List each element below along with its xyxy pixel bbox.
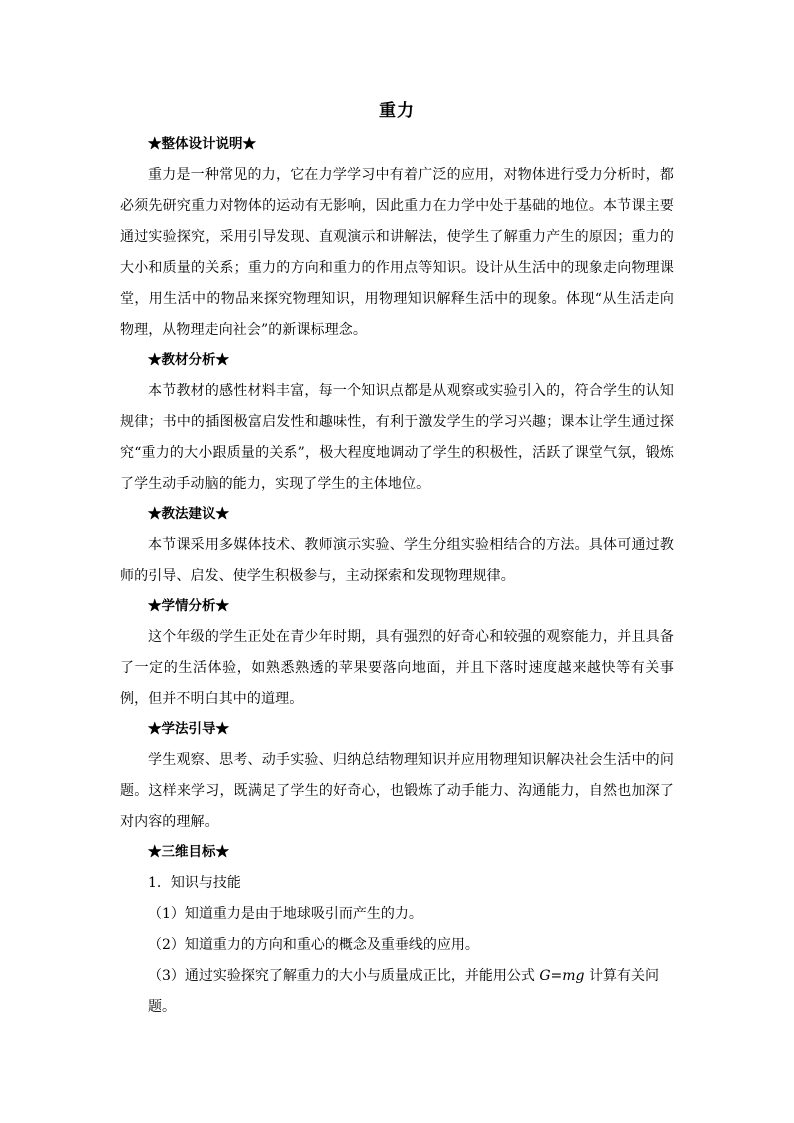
paragraph-textbook: 本节教材的感性材料丰富，每一个知识点都是从观察或实验引入的，符合学生的认知规律；书中的插图极富启发性和趣味性，有利于激发学生的学习兴趣；课本让学生通过探究“重力的大小跟质量的关系”，极大程度地调动了学生的积极性，活跃了课堂气氛，锻炼了学生动手动脑的能力，实现了学生的主体地位。: [120, 383, 674, 492]
paragraph-design: 重力是一种常见的力，它在力学学习中有着广泛的应用，对物体进行受力分析时，都必须先研究重力对物体的运动有无影响，因此重力在力学中处于基础的地位。本节课主要通过实验探究，采用引导发现、直观演示和讲解法，使学生了解重力产生的原因；重力的大小和质量的关系；重力的方向和重力的作用点等知识。设计从生活中的现象走向物理课堂，用生活中的物品来探究物理知识，用物理知识解释生活中的现象。体现“从生活走向物理，从物理走向社会”的新课标理念。: [120, 167, 674, 338]
section-textbook: [120, 350, 674, 500]
document-title: 重力: [379, 101, 415, 121]
section-students: [120, 596, 674, 715]
formula: G=mg: [539, 968, 585, 984]
section-heading-goals: ★三维目标★: [148, 844, 229, 860]
section-heading-design: ★整体设计说明★: [148, 136, 256, 152]
paragraph-learning: 学生观察、思考、动手实验、归纳总结物理知识并应用物理知识解决社会生活中的问题。这样来学习，既满足了学生的好奇心，也锻炼了动手能力、沟通能力，自然也加深了对内容的理解。: [120, 752, 674, 830]
section-heading-teaching: ★教法建议★: [148, 506, 229, 522]
goal-text-after: 计算有关问题。: [148, 968, 659, 1015]
goal-item-formula: [148, 961, 674, 1023]
document-page: [120, 96, 674, 1023]
section-heading-students: ★学情分析★: [148, 598, 229, 614]
goal-item: 1．知识与技能: [148, 875, 241, 891]
section-teaching: [120, 504, 674, 592]
section-heading-learning: ★学法引导★: [148, 721, 229, 737]
paragraph-students: 这个年级的学生正处在青少年时期，具有强烈的好奇心和较强的观察能力，并且具备了一定的生活体验，如熟悉熟透的苹果要落向地面，并且下落时速度越来越快等有关事例，但并不明白其中的道理。: [120, 629, 674, 707]
goal-text-before: （3）通过实验探究了解重力的大小与质量成正比，并能用公式: [148, 968, 540, 984]
section-design: [120, 134, 674, 346]
section-heading-textbook: ★教材分析★: [148, 352, 229, 368]
goal-item: （2）知道重力的方向和重心的概念及重垂线的应用。: [148, 937, 479, 953]
section-learning: [120, 719, 674, 838]
section-goals: [120, 842, 674, 1023]
paragraph-teaching: 本节课采用多媒体技术、教师演示实验、学生分组实验相结合的方法。具体可通过教师的引导、启发、使学生积极参与，主动探索和发现物理规律。: [120, 537, 674, 584]
goal-item: （1）知道重力是由于地球吸引而产生的力。: [148, 906, 423, 922]
